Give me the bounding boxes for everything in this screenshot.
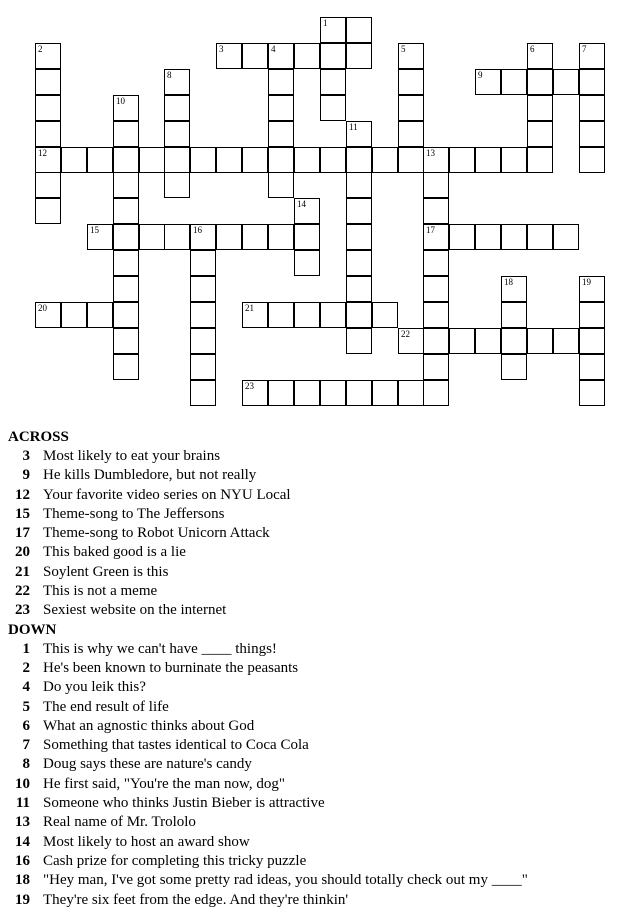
clue-number: 21: [15, 563, 30, 580]
grid-cell[interactable]: [423, 224, 449, 250]
grid-cell[interactable]: [398, 43, 424, 69]
clue-number: 5: [22, 698, 30, 715]
grid-cell[interactable]: [579, 276, 605, 302]
crossword-grid: [0, 0, 640, 420]
clue-text: Soylent Green is this: [43, 563, 169, 580]
grid-cell[interactable]: [501, 328, 527, 354]
grid-cell[interactable]: [553, 328, 579, 354]
grid-cell[interactable]: [35, 69, 61, 95]
grid-cell[interactable]: [527, 95, 553, 121]
clue-number: 17: [426, 225, 435, 235]
grid-cell[interactable]: [346, 121, 372, 147]
grid-cell[interactable]: [372, 302, 398, 328]
grid-cell[interactable]: [423, 380, 449, 406]
grid-cell[interactable]: [346, 302, 372, 328]
grid-cell[interactable]: [113, 147, 139, 173]
grid-cell[interactable]: [579, 354, 605, 380]
grid-cell[interactable]: [527, 224, 553, 250]
grid-cell[interactable]: [475, 328, 501, 354]
down-clue: [8, 736, 628, 755]
across-clue: [8, 447, 628, 466]
clue-text: This is not a meme: [43, 583, 158, 600]
clue-number: 15: [90, 225, 99, 235]
clue-number: 3: [22, 448, 30, 464]
grid-cell[interactable]: [268, 43, 294, 69]
grid-cell[interactable]: [268, 69, 294, 95]
grid-cell[interactable]: [449, 328, 475, 354]
grid-cell[interactable]: [35, 121, 61, 147]
grid-cell[interactable]: [398, 95, 424, 121]
grid-cell[interactable]: [190, 276, 216, 302]
clue-text: This is why we can't have ____ things!: [43, 640, 277, 657]
grid-cell[interactable]: [35, 43, 61, 69]
clue-number: 12: [38, 148, 47, 158]
grid-cell[interactable]: [216, 43, 242, 69]
grid-cell[interactable]: [320, 17, 346, 43]
clue-number: 15: [15, 505, 30, 522]
clue-text: Most likely to eat your brains: [43, 448, 221, 464]
grid-cell[interactable]: [294, 302, 320, 328]
grid-cell[interactable]: [113, 198, 139, 224]
grid-cell[interactable]: [268, 302, 294, 328]
clue-number: 21: [245, 303, 254, 313]
grid-cell[interactable]: [423, 276, 449, 302]
grid-cell[interactable]: [423, 328, 449, 354]
grid-cell[interactable]: [501, 354, 527, 380]
grid-cell[interactable]: [216, 147, 242, 173]
grid-cell[interactable]: [423, 172, 449, 198]
grid-cell[interactable]: [268, 172, 294, 198]
grid-cell[interactable]: [190, 302, 216, 328]
clue-number: 18: [504, 277, 513, 287]
clue-number: 5: [401, 44, 406, 54]
grid-cell[interactable]: [139, 224, 165, 250]
clue-text: He first said, "You're the man now, dog": [43, 775, 286, 792]
clue-text: He's been known to burninate the peasants: [43, 659, 299, 676]
grid-cell[interactable]: [294, 198, 320, 224]
across-heading: ACROSS: [8, 429, 69, 445]
clue-number: 7: [582, 44, 587, 54]
clue-text: Cash prize for completing this tricky puzzle: [43, 852, 307, 869]
clue-number: 9: [22, 467, 30, 484]
grid-cell[interactable]: [320, 95, 346, 121]
grid-cell[interactable]: [449, 224, 475, 250]
down-clue: [8, 775, 628, 794]
grid-cell[interactable]: [398, 328, 424, 354]
clue-text: They're six feet from the edge. And they're thinkin': [43, 891, 349, 908]
grid-cell[interactable]: [320, 380, 346, 406]
grid-cell[interactable]: [268, 147, 294, 173]
across-clue: [8, 601, 628, 620]
grid-cell[interactable]: [346, 250, 372, 276]
clue-number: 3: [219, 44, 224, 54]
grid-cell[interactable]: [190, 224, 216, 250]
clue-text: Theme-song to The Jeffersons: [43, 505, 225, 522]
clue-number: 11: [349, 122, 358, 132]
grid-cell[interactable]: [579, 328, 605, 354]
grid-cell[interactable]: [372, 380, 398, 406]
clue-text: Doug says these are nature's candy: [43, 756, 252, 773]
clue-number: 9: [478, 70, 483, 80]
grid-cell[interactable]: [35, 147, 61, 173]
grid-cell[interactable]: [164, 69, 190, 95]
grid-cell[interactable]: [320, 302, 346, 328]
grid-cell[interactable]: [113, 224, 139, 250]
grid-cell[interactable]: [372, 147, 398, 173]
grid-cell[interactable]: [268, 224, 294, 250]
grid-cell[interactable]: [268, 121, 294, 147]
grid-cell[interactable]: [190, 328, 216, 354]
across-clue: [8, 466, 628, 485]
grid-cell[interactable]: [423, 147, 449, 173]
grid-cell[interactable]: [35, 198, 61, 224]
grid-cell[interactable]: [113, 328, 139, 354]
clue-number: 20: [15, 544, 30, 561]
clue-number: 22: [401, 329, 410, 339]
down-clue: [8, 755, 628, 774]
clue-number: 8: [167, 70, 172, 80]
clue-number: 10: [15, 775, 30, 792]
grid-cell[interactable]: [35, 95, 61, 121]
grid-cell[interactable]: [320, 147, 346, 173]
grid-cell[interactable]: [242, 43, 268, 69]
grid-cell[interactable]: [320, 43, 346, 69]
grid-cell[interactable]: [449, 147, 475, 173]
across-clue: [8, 563, 628, 582]
grid-cell[interactable]: [294, 224, 320, 250]
clue-number: 18: [15, 872, 30, 889]
clue-number: 1: [323, 18, 328, 28]
grid-cell[interactable]: [242, 302, 268, 328]
grid-cell[interactable]: [346, 224, 372, 250]
clue-number: 4: [22, 679, 30, 696]
clue-lists: [8, 428, 628, 910]
clue-text: This baked good is a lie: [43, 544, 186, 561]
grid-cell[interactable]: [61, 147, 87, 173]
grid-cell[interactable]: [475, 69, 501, 95]
grid-cell[interactable]: [294, 380, 320, 406]
clue-text: Most likely to host an award show: [43, 833, 250, 850]
grid-cell[interactable]: [398, 69, 424, 95]
grid-cell[interactable]: [164, 224, 190, 250]
clue-number: 16: [193, 225, 202, 235]
clue-text: Something that tastes identical to Coca Cola: [43, 737, 309, 754]
grid-cell[interactable]: [398, 121, 424, 147]
clue-text: The end result of life: [43, 698, 169, 715]
grid-cell[interactable]: [87, 302, 113, 328]
grid-cell[interactable]: [423, 198, 449, 224]
down-clue: [8, 794, 628, 813]
grid-cell[interactable]: [61, 302, 87, 328]
grid-cell[interactable]: [579, 380, 605, 406]
grid-cell[interactable]: [113, 172, 139, 198]
grid-cell[interactable]: [346, 328, 372, 354]
clue-text: Do you leik this?: [43, 679, 146, 696]
grid-cell[interactable]: [87, 147, 113, 173]
clue-number: 17: [15, 525, 30, 542]
clue-text: Real name of Mr. Trololo: [43, 814, 196, 831]
across-clue-list: [8, 447, 628, 621]
grid-cell[interactable]: [113, 250, 139, 276]
grid-cell[interactable]: [423, 354, 449, 380]
grid-cell[interactable]: [190, 354, 216, 380]
grid-cell[interactable]: [579, 121, 605, 147]
clue-number: 12: [15, 486, 30, 503]
grid-cell[interactable]: [242, 147, 268, 173]
grid-cell[interactable]: [579, 147, 605, 173]
down-heading: DOWN: [8, 621, 57, 638]
grid-cell[interactable]: [294, 43, 320, 69]
grid-cell[interactable]: [113, 121, 139, 147]
clue-text: What an agnostic thinks about God: [43, 717, 255, 734]
grid-cell[interactable]: [346, 198, 372, 224]
clue-number: 20: [38, 303, 47, 313]
grid-cell[interactable]: [501, 224, 527, 250]
grid-cell[interactable]: [164, 147, 190, 173]
down-clue: [8, 717, 628, 736]
grid-cell[interactable]: [501, 147, 527, 173]
grid-cell[interactable]: [35, 172, 61, 198]
clue-number: 14: [297, 199, 306, 209]
grid-cell[interactable]: [164, 95, 190, 121]
grid-cell[interactable]: [553, 224, 579, 250]
grid-cell[interactable]: [579, 43, 605, 69]
grid-cell[interactable]: [527, 121, 553, 147]
clue-text: Your favorite video series on NYU Local: [43, 486, 291, 503]
grid-cell[interactable]: [164, 172, 190, 198]
grid-cell[interactable]: [346, 43, 372, 69]
grid-cell[interactable]: [190, 147, 216, 173]
down-clue-list: [8, 640, 628, 910]
down-clue: [8, 640, 628, 659]
grid-cell[interactable]: [501, 302, 527, 328]
across-clue: [8, 582, 628, 601]
grid-cell[interactable]: [346, 172, 372, 198]
clue-number: 13: [15, 814, 30, 831]
grid-cell[interactable]: [35, 302, 61, 328]
down-section: [8, 621, 628, 910]
grid-cell[interactable]: [346, 380, 372, 406]
grid-cell[interactable]: [527, 43, 553, 69]
across-clue: [8, 524, 628, 543]
grid-cell[interactable]: [320, 69, 346, 95]
clue-number: 2: [38, 44, 43, 54]
grid-cell[interactable]: [501, 276, 527, 302]
down-clue: [8, 813, 628, 832]
clue-text: Theme-song to Robot Unicorn Attack: [43, 525, 270, 542]
clue-number: 14: [15, 833, 30, 850]
clue-number: 19: [15, 891, 30, 908]
clue-number: 23: [245, 381, 254, 391]
clue-text: Someone who thinks Justin Bieber is attractive: [43, 795, 325, 812]
clue-number: 7: [22, 737, 30, 754]
grid-cell[interactable]: [398, 380, 424, 406]
clue-number: 1: [22, 640, 30, 657]
grid-cell[interactable]: [294, 147, 320, 173]
across-clue: [8, 543, 628, 562]
clue-number: 4: [271, 44, 276, 54]
grid-cell[interactable]: [294, 250, 320, 276]
grid-cell[interactable]: [242, 380, 268, 406]
clue-number: 11: [15, 795, 30, 812]
grid-cell[interactable]: [527, 147, 553, 173]
grid-cell[interactable]: [579, 95, 605, 121]
grid-cell[interactable]: [113, 276, 139, 302]
grid-cell[interactable]: [139, 147, 165, 173]
grid-cell[interactable]: [423, 302, 449, 328]
across-clue: [8, 486, 628, 505]
grid-cell[interactable]: [553, 69, 579, 95]
down-clue: [8, 659, 628, 678]
grid-cell[interactable]: [216, 224, 242, 250]
grid-cell[interactable]: [346, 17, 372, 43]
clue-number: 19: [582, 277, 591, 287]
down-clue: [8, 698, 628, 717]
clue-number: 6: [22, 717, 30, 734]
grid-cell[interactable]: [268, 380, 294, 406]
down-clue: [8, 678, 628, 697]
grid-cell[interactable]: [579, 302, 605, 328]
grid-cell[interactable]: [346, 276, 372, 302]
down-clue: [8, 833, 628, 852]
down-clue: [8, 852, 628, 871]
down-clue: [8, 891, 628, 910]
clue-number: 8: [22, 756, 30, 773]
clue-text: Sexiest website on the internet: [43, 602, 227, 619]
clue-number: 23: [15, 602, 30, 619]
clue-text: He kills Dumbledore, but not really: [43, 467, 257, 484]
grid-cell[interactable]: [113, 302, 139, 328]
grid-cell[interactable]: [527, 328, 553, 354]
grid-cell[interactable]: [242, 224, 268, 250]
grid-cell[interactable]: [398, 147, 424, 173]
grid-cell[interactable]: [190, 250, 216, 276]
grid-cell[interactable]: [268, 95, 294, 121]
grid-cell[interactable]: [164, 121, 190, 147]
grid-cell[interactable]: [346, 147, 372, 173]
clue-number: 6: [530, 44, 535, 54]
grid-cell[interactable]: [475, 224, 501, 250]
grid-cell[interactable]: [579, 69, 605, 95]
clue-number: 2: [22, 659, 30, 676]
across-clue: [8, 505, 628, 524]
across-section: [8, 428, 628, 621]
clue-number: 10: [116, 96, 125, 106]
clue-text: "Hey man, I've got some pretty rad ideas, you should totally check out my ____": [43, 872, 528, 889]
grid-cell[interactable]: [113, 95, 139, 121]
grid-cell[interactable]: [527, 69, 553, 95]
grid-cell[interactable]: [87, 224, 113, 250]
grid-cell[interactable]: [190, 380, 216, 406]
grid-cell[interactable]: [501, 69, 527, 95]
down-clue: [8, 871, 628, 890]
clue-number: 16: [15, 852, 30, 869]
clue-number: 22: [15, 583, 30, 600]
clue-number: 13: [426, 148, 435, 158]
grid-cell[interactable]: [475, 147, 501, 173]
grid-cell[interactable]: [423, 250, 449, 276]
grid-cell[interactable]: [113, 354, 139, 380]
